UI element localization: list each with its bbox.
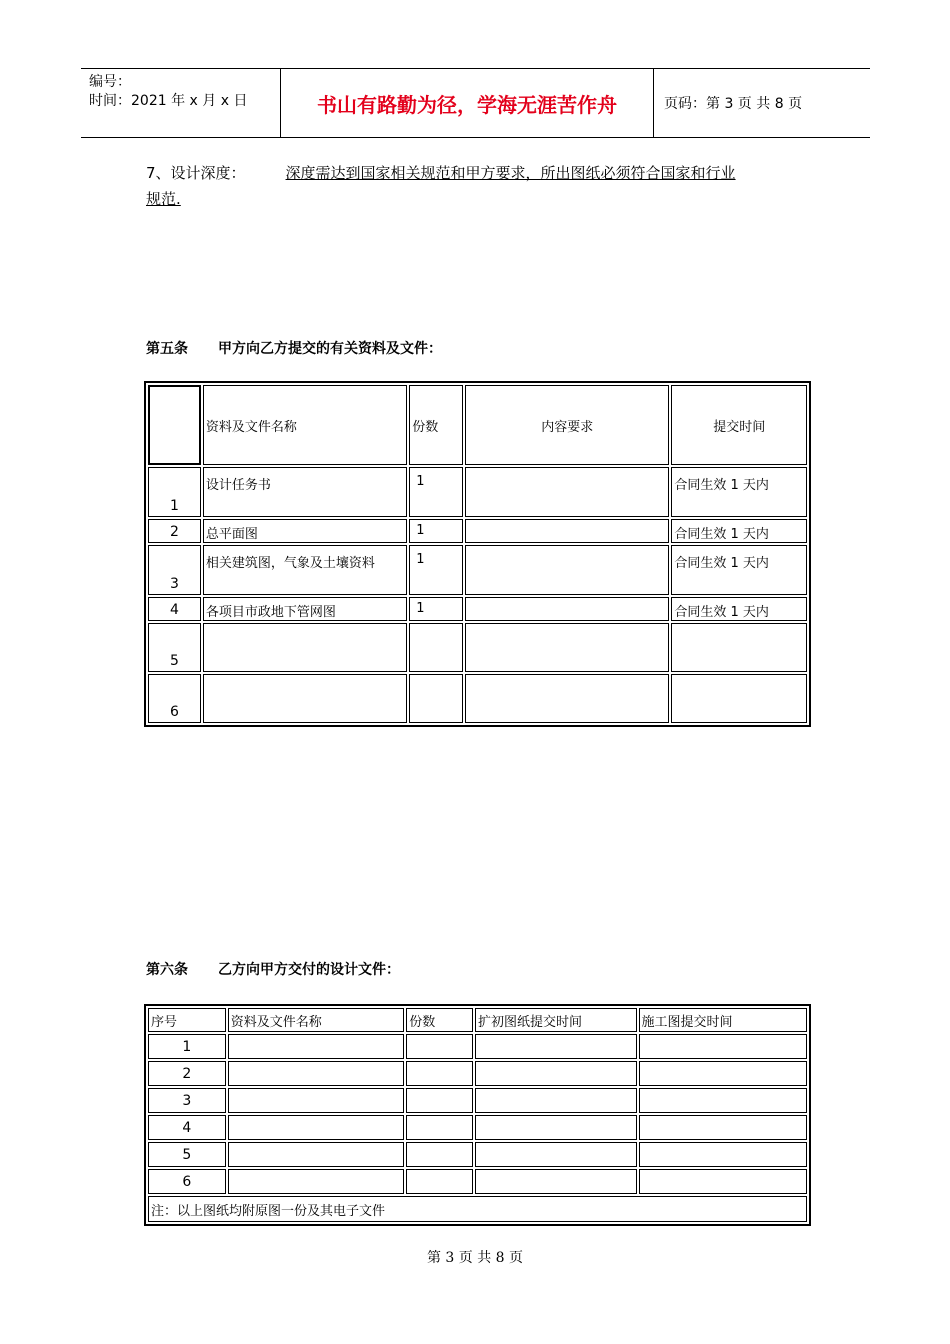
header-blank-cell bbox=[148, 385, 201, 465]
header-motto: 书山有路勤为径，学海无涯苦作舟 bbox=[281, 69, 654, 137]
design-depth-text-2: 规范. bbox=[146, 190, 181, 208]
section6-heading bbox=[146, 959, 400, 979]
header-requirements: 内容要求 bbox=[465, 385, 669, 465]
section5-heading bbox=[146, 338, 442, 358]
table-row: 6 bbox=[148, 1169, 807, 1194]
section6-label: 第六条 bbox=[146, 962, 188, 978]
section5-label: 第五条 bbox=[146, 341, 188, 357]
header-info-cell bbox=[81, 69, 281, 137]
table-row: 5 bbox=[148, 623, 807, 672]
table-note: 注：以上图纸均附原图一份及其电子文件 bbox=[148, 1196, 807, 1222]
section6-title: 乙方向甲方交付的设计文件： bbox=[218, 962, 400, 978]
table-row: 2 bbox=[148, 1061, 807, 1086]
table-row: 1 bbox=[148, 1034, 807, 1059]
header-name: 资料及文件名称 bbox=[228, 1008, 404, 1032]
table-row: 3 bbox=[148, 1088, 807, 1113]
table-header-row bbox=[148, 1008, 807, 1032]
table-note-row bbox=[148, 1196, 807, 1222]
materials-table bbox=[144, 381, 811, 727]
page-footer: 第 3 页 共 8 页 bbox=[426, 1250, 524, 1266]
design-depth-prefix: 7、设计深度： bbox=[146, 164, 246, 182]
table-header-row bbox=[148, 385, 807, 465]
table-row: 2 总平面图 1 合同生效 1 天内 bbox=[148, 519, 807, 543]
table-row: 4 各项目市政地下管网图 1 合同生效 1 天内 bbox=[148, 597, 807, 621]
table-row: 4 bbox=[148, 1115, 807, 1140]
number-label: 编号： bbox=[89, 74, 131, 90]
section5-title: 甲方向乙方提交的有关资料及文件： bbox=[218, 341, 442, 357]
header-count: 份数 bbox=[409, 385, 463, 465]
design-depth-clause bbox=[146, 160, 806, 212]
header-name: 资料及文件名称 bbox=[203, 385, 407, 465]
header-submit-time: 提交时间 bbox=[671, 385, 807, 465]
table-row: 5 bbox=[148, 1142, 807, 1167]
header-construction-time: 施工图提交时间 bbox=[639, 1008, 808, 1032]
table-row: 1 设计任务书 1 合同生效 1 天内 bbox=[148, 467, 807, 517]
page-header bbox=[81, 68, 870, 138]
design-depth-text-1: 深度需达到国家相关规范和甲方要求，所出图纸必须符合国家和行业 bbox=[285, 164, 736, 182]
header-serial: 序号 bbox=[148, 1008, 226, 1032]
date-label: 时间：2021 年 x 月 x 日 bbox=[89, 93, 248, 109]
header-prelim-time: 扩初图纸提交时间 bbox=[475, 1008, 636, 1032]
deliverables-table bbox=[144, 1004, 811, 1226]
header-count: 份数 bbox=[406, 1008, 473, 1032]
table-row: 3 相关建筑图，气象及土壤资料 1 合同生效 1 天内 bbox=[148, 545, 807, 595]
header-page-info: 页码：第 3 页 共 8 页 bbox=[664, 96, 803, 112]
table-row: 6 bbox=[148, 674, 807, 723]
